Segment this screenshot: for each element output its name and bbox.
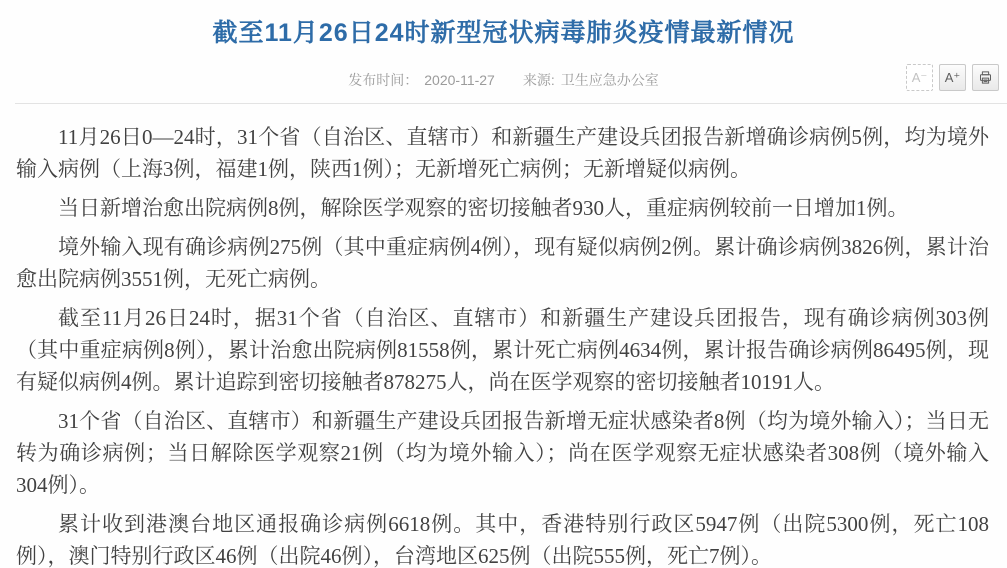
body-paragraph: 当日新增治愈出院病例8例，解除医学观察的密切接触者930人，重症病例较前一日增加1例。: [58, 196, 909, 220]
article-body: [0, 104, 1007, 568]
page-title: 截至11月26日24时新型冠状病毒肺炎疫情最新情况: [212, 19, 795, 47]
source-value: 卫生应急办公室: [560, 72, 659, 88]
toolbar: [906, 64, 999, 91]
body-paragraph: 11月26日0—24时，31个省（自治区、直辖市）和新疆生产建设兵团报告新增确诊病例5例，均为境外输入病例（上海3例，福建1例，陕西1例）；无新增死亡病例；无新增疑似病例。: [16, 125, 989, 181]
source-label: 来源:: [522, 72, 555, 88]
article-header: [0, 0, 1007, 96]
font-decrease-button[interactable]: A⁻: [906, 64, 933, 91]
body-paragraph: 累计收到港澳台地区通报确诊病例6618例。其中，香港特别行政区5947例（出院5300例，死亡108例），澳门特别行政区46例（出院46例），台湾地区625例（出院555例，死亡7例）。: [16, 512, 989, 568]
body-paragraph: 31个省（自治区、直辖市）和新疆生产建设兵团报告新增无症状感染者8例（均为境外输入）；当日无转为确诊病例；当日解除医学观察21例（均为境外输入）；尚在医学观察无症状感染者308例（境外输入304例）。: [16, 409, 989, 497]
body-paragraph: 境外输入现有确诊病例275例（其中重症病例4例），现有疑似病例2例。累计确诊病例3826例，累计治愈出院病例3551例，无死亡病例。: [16, 235, 989, 291]
print-icon: [978, 70, 993, 85]
publish-time-label: 发布时间：: [348, 72, 419, 88]
publish-date: 2020-11-27: [424, 72, 495, 88]
body-paragraph: 截至11月26日24时，据31个省（自治区、直辖市）和新疆生产建设兵团报告，现有确诊病例303例（其中重症病例8例），累计治愈出院病例81558例，累计死亡病例4634例，累计报告确诊病例86495例，现有疑似病例4例。累计追踪到密切接触者878275人，尚在医学观察的密切接触者10191人。: [16, 306, 989, 394]
print-button[interactable]: [972, 64, 999, 91]
font-increase-button[interactable]: A⁺: [939, 64, 966, 91]
meta-row: [0, 66, 1007, 96]
